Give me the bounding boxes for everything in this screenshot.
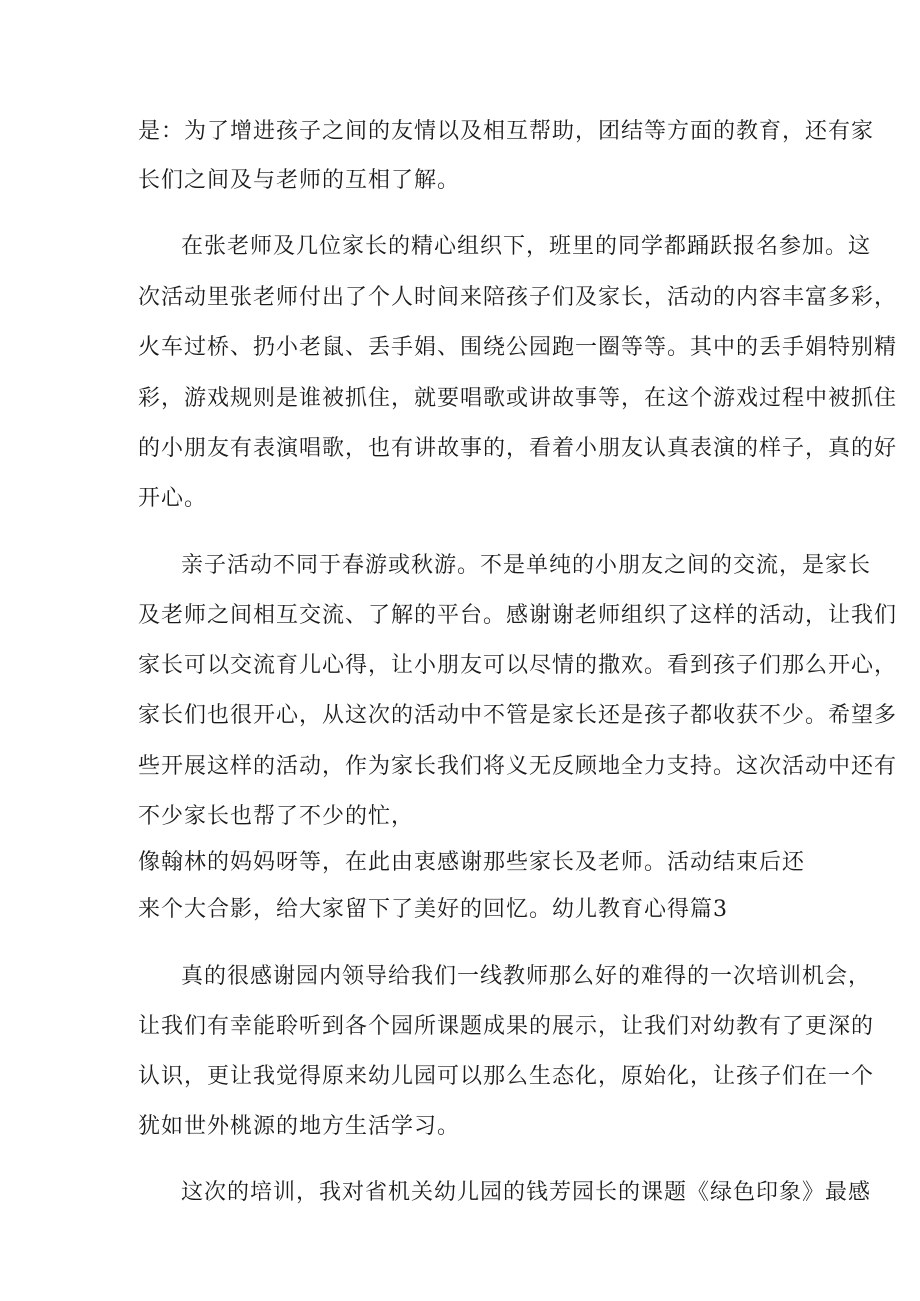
text-line: 犹如世外桃源的地方生活学习。 [138,1114,461,1139]
text-line: 亲子活动不同于春游或秋游。不是单纯的小朋友之间的交流，是家长 [181,553,872,578]
text-line: 是：为了增进孩子之间的友情以及相互帮助，团结等方面的教育，还有家 [138,119,875,144]
text-line: 在张老师及几位家长的精心组织下，班里的同学都踊跃报名参加。这 [181,234,872,259]
text-line: 来个大合影，给大家留下了美好的回忆。幼儿教育心得篇3 [138,897,728,922]
text-line: 次活动里张老师付出了个人时间来陪孩子们及家长，活动的内容丰富多彩， [138,285,898,310]
text-line: 真的很感谢园内领导给我们一线教师那么好的难得的一次培训机会， [181,964,872,989]
text-line: 家长们也很开心，从这次的活动中不管是家长还是孩子都收获不少。希望多 [138,703,898,728]
text-line: 及老师之间相互交流、了解的平台。感谢谢老师组织了这样的活动，让我们 [138,603,898,628]
text-line: 像翰林的妈妈呀等，在此由衷感谢那些家长及老师。活动结束后还 [138,850,806,875]
text-line: 家长可以交流育儿心得，让小朋友可以尽情的撒欢。看到孩子们那么开心， [138,653,898,678]
text-line: 开心。 [138,486,208,511]
text-line: 让我们有幸能聆听到各个园所课题成果的展示，让我们对幼教有了更深的 [138,1014,875,1039]
text-line: 这次的培训，我对省机关幼儿园的钱芳园长的课题《绿色印象》最感 [181,1180,872,1205]
text-line: 不少家长也帮了不少的忙， [138,804,415,829]
text-line: 些开展这样的活动，作为家长我们将义无反顾地全力支持。这次活动中还有 [138,754,898,779]
text-line: 长们之间及与老师的互相了解。 [138,168,461,193]
text-line: 的小朋友有表演唱歌，也有讲故事的，看着小朋友认真表演的样子，真的好 [138,436,898,461]
text-line: 火车过桥、扔小老鼠、丢手娟、围绕公园跑一圈等等。其中的丢手娟特别精 [138,335,898,360]
text-line: 彩，游戏规则是谁被抓住，就要唱歌或讲故事等，在这个游戏过程中被抓住 [138,386,898,411]
text-line: 认识，更让我觉得原来幼儿园可以那么生态化，原始化，让孩子们在一个 [138,1064,875,1089]
